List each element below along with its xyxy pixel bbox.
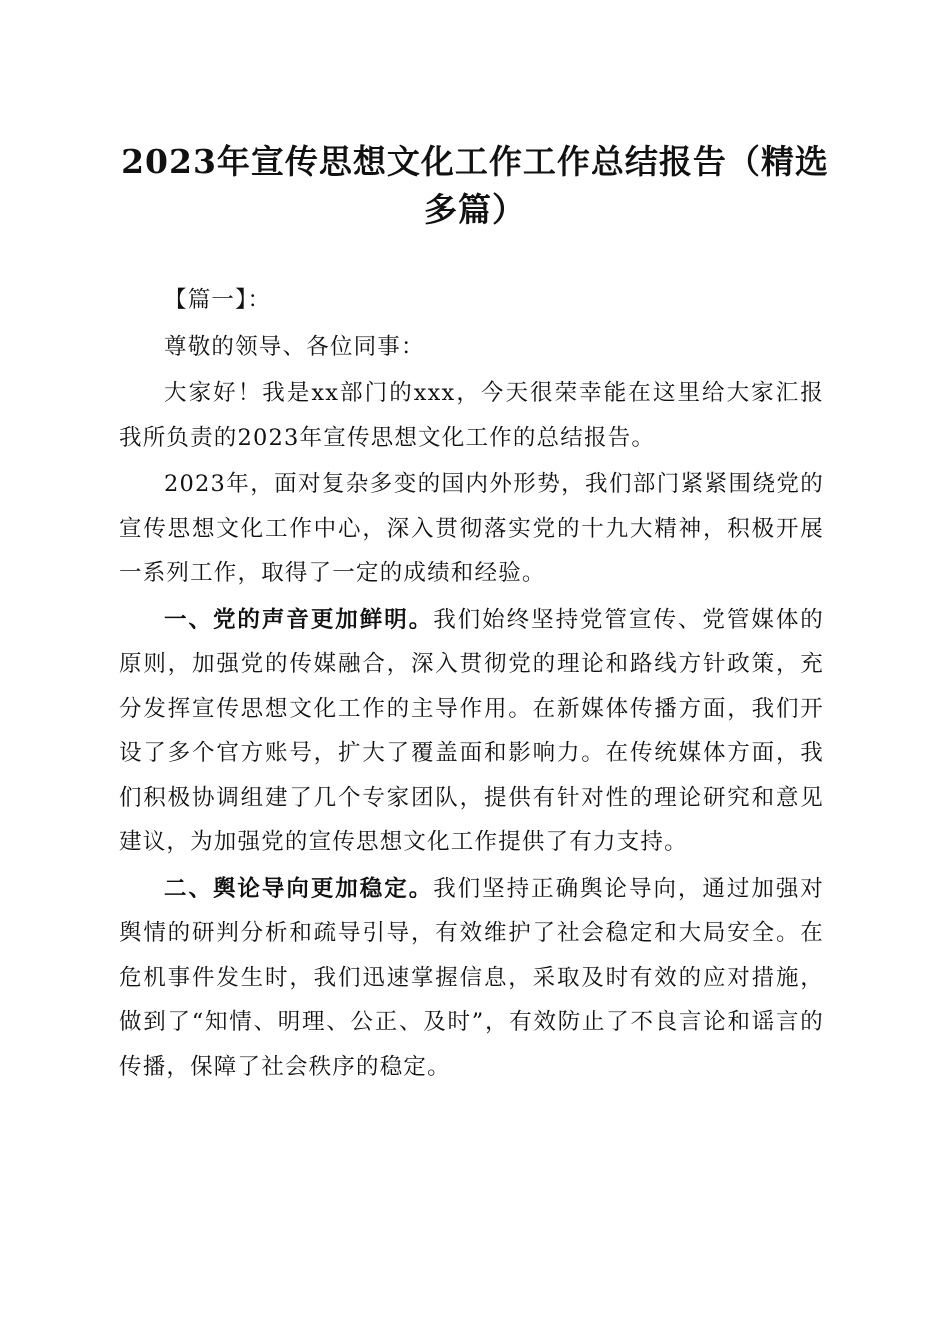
- paragraph-overview: 2023年，面对复杂多变的国内外形势，我们部门紧紧围绕党的宣传思想文化工作中心，深入贯彻落实党的十九大精神，积极开展一系列工作，取得了一定的成绩和经验。: [119, 471, 824, 586]
- paragraph-intro: 大家好！我是xx部门的xxx，今天很荣幸能在这里给大家汇报我所负责的2023年宣传思想文化工作的总结报告。: [119, 380, 824, 451]
- document-title: 2023年宣传思想文化工作工作总结报告（精选多篇）: [121, 142, 829, 229]
- section-label: 【篇一】：: [164, 287, 272, 313]
- paragraph-point-1: [119, 598, 824, 865]
- point-2-body: 我们坚持正确舆论导向，通过加强对舆情的研判分析和疏导引导，有效维护了社会稳定和大局安全。在危机事件发生时，我们迅速掌握信息，采取及时有效的应对措施，做到了“知情、明理、公正、及时”，有效防止了不良言论和谣言的传播，保障了社会秩序的稳定。: [119, 875, 824, 1080]
- paragraph-point-2: [119, 867, 824, 1090]
- point-2-heading: 二、舆论导向更加稳定。: [164, 875, 434, 902]
- document-body: [119, 278, 824, 1089]
- salutation: 尊敬的领导、各位同事：: [164, 333, 425, 360]
- point-1-heading: 一、党的声音更加鲜明。: [164, 606, 434, 633]
- point-1-body: 我们始终坚持党管宣传、党管媒体的原则，加强党的传媒融合，深入贯彻党的理论和路线方针政策，充分发挥宣传思想文化工作的主导作用。在新媒体传播方面，我们开设了多个官方账号，扩大了覆盖面和影响力。在传统媒体方面，我们积极协调组建了几个专家团队，提供有针对性的理论研究和意见建议，为加强党的宣传思想文化工作提供了有力支持。: [119, 606, 824, 855]
